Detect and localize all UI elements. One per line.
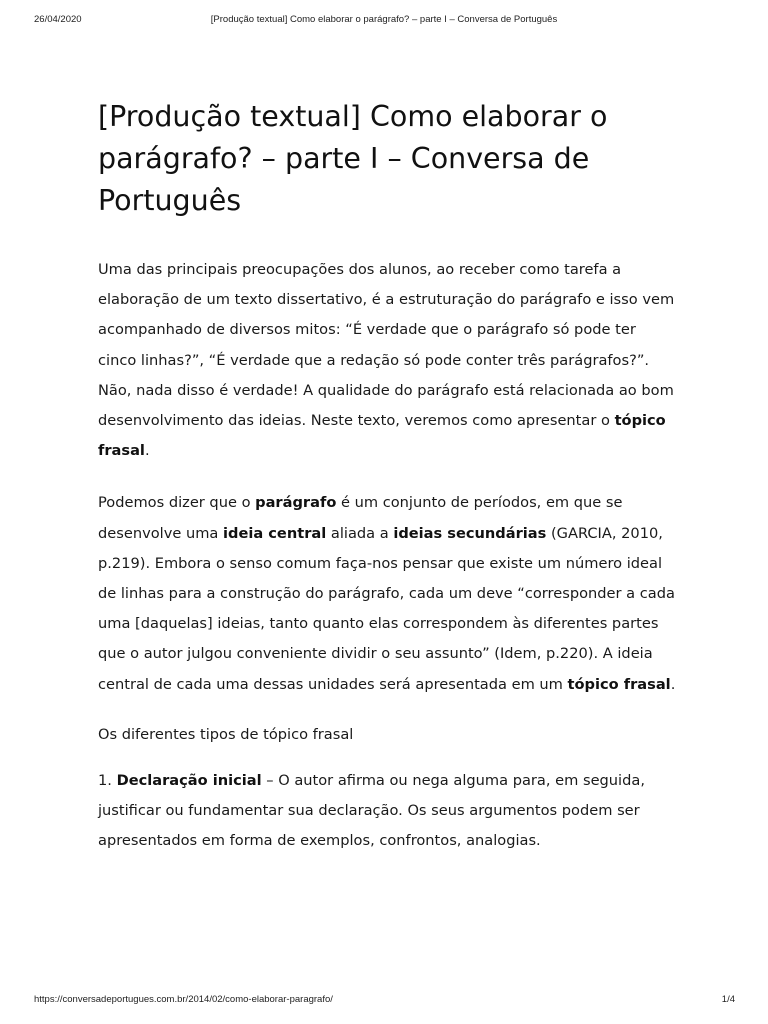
paragraph-definition bbox=[98, 488, 678, 699]
list-item bbox=[98, 766, 678, 857]
paragraph-definition-text-2: é um conjunto de períodos, em que se desenvolve uma bbox=[98, 494, 623, 542]
bold-term-ideia-central: ideia central bbox=[223, 524, 327, 542]
bold-term-topico-frasal: tópico frasal bbox=[98, 412, 666, 460]
article-body bbox=[98, 255, 678, 857]
section-heading: Os diferentes tipos de tópico frasal bbox=[98, 725, 354, 743]
list-item-number: 1. bbox=[98, 772, 117, 790]
page-number: 1/4 bbox=[721, 994, 735, 1005]
paragraph-definition-text-3: aliada a bbox=[326, 524, 394, 542]
paragraph-intro bbox=[98, 255, 678, 466]
list-item-title: Declaração inicial bbox=[116, 772, 262, 790]
article-header bbox=[98, 96, 678, 222]
paragraph-intro-text: Uma das principais preocupações dos alunos, ao receber como tarefa a elaboração de um texto dissertativo, é a estruturação do parágrafo e isso vem acompanhado de diversos mitos: “É verdade que o parágrafo só pode ter cinco linhas?”, “É verdade que a redação só pode conter três parágrafos?”. Não, nada disso é verdade! A qualidade do parágrafo está relacionada ao bom desenvolvimento das ideias. Neste texto, veremos como apresentar o bbox=[98, 261, 675, 430]
bold-term-topico-frasal-2: tópico frasal bbox=[567, 675, 671, 693]
print-header bbox=[0, 14, 768, 28]
bold-term-ideias-secundarias: ideias secundárias bbox=[393, 524, 547, 542]
paragraph-definition-text-5: . bbox=[670, 675, 676, 693]
bold-term-paragrafo: parágrafo bbox=[255, 494, 337, 512]
print-page-title: [Produção textual] Como elaborar o parágrafo? – parte I – Conversa de Português bbox=[210, 14, 558, 25]
print-url: https://conversadeportugues.com.br/2014/02/como-elaborar-paragrafo/ bbox=[34, 994, 333, 1005]
print-footer bbox=[0, 994, 768, 1008]
paragraph-intro-end: . bbox=[144, 442, 150, 460]
paragraph-definition-text-1: Podemos dizer que o bbox=[98, 494, 256, 512]
list-item-text: – O autor afirma ou nega alguma para, em seguida, justificar ou fundamentar sua declaração. Os seus argumentos podem ser apresentados em forma de exemplos, confrontos, analogias. bbox=[98, 772, 645, 850]
article-title: [Produção textual] Como elaborar o parágrafo? – parte I – Conversa de Português bbox=[98, 100, 608, 217]
print-date: 26/04/2020 bbox=[34, 14, 82, 25]
paragraph-definition-text-4: (GARCIA, 2010, p.219). Embora o senso comum faça-nos pensar que existe um número ideal de linhas para a construção do parágrafo, cada um deve “corresponder a cada uma [daquelas] ideias, tanto quanto elas correspondem às diferentes partes que o autor julgou conveniente dividir o seu assunto” (Idem, p.220). A ideia central de cada uma dessas unidades será apresentada em um bbox=[98, 524, 675, 693]
